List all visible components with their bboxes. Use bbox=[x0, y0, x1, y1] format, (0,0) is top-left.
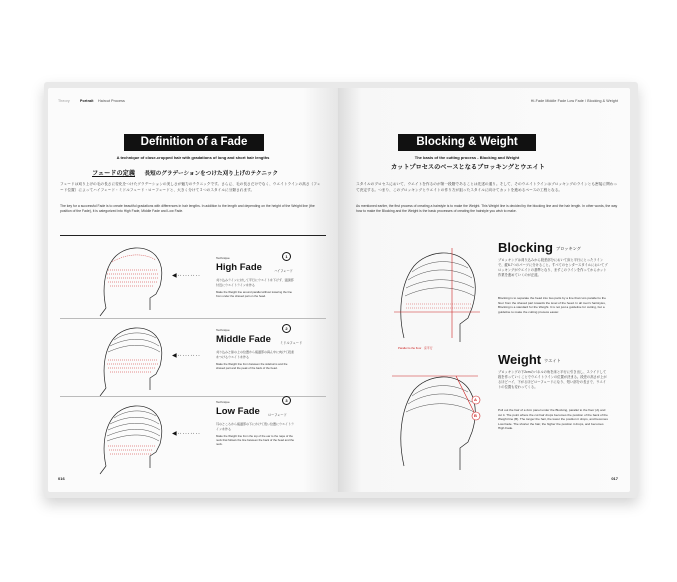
left-page bbox=[48, 88, 338, 492]
subtitle-en: A technique of close-cropped hair with gradations of long and short hair lengths bbox=[116, 155, 270, 160]
blocking-body-jp: ブロッキングは刈り込みから段差部分において床と平行にとったラインで、縦6-7つのパーツに分けること。すべてのセンタースタイルにおいてブロッキングがウエイトの基準となり、まずこのラインを作ってからカット作業を進めていくのが正道。 bbox=[498, 258, 608, 277]
technique-number: 3 bbox=[282, 396, 291, 405]
body-jp: フェードは刈り上げの毛の長さに変化をつけたグラデーションの美しさが魅力のテクニックです。さらに、毛の長さだけでなく、ウエイトラインの高さ（フェード位置）によってハイフェード・ミドルフェード・ローフェードと、大きく分けて３つのスタイルに分類されます。 bbox=[60, 182, 321, 192]
technique-desc-jp: 耳のところから後頭部の下にかけて低い位置にウエイトラインを作る bbox=[216, 422, 295, 431]
divider bbox=[60, 318, 326, 319]
technique-label: Technique bbox=[216, 400, 230, 404]
technique-desc-jp: 刈り込みと髪の上の位置から後頭部の真ん中に向けて段差をつけるウエイトを作る bbox=[216, 350, 295, 359]
technique-desc-en: Make the Weight line from between the sideburns and the shaved part and the peak of the back of the head. bbox=[216, 362, 288, 371]
arrow-high-fade: ◀········· bbox=[172, 273, 201, 279]
technique-number: 2 bbox=[282, 324, 291, 333]
body-jp: スタイルのプロセスにおいて、ウエイトを作るのが第一段階であることは先述の通り。そして、そのウエイトラインはブロッキングのラインとも密接に関わって決定する。つまり、このブロッキングとウエイトの作り方が狙ったスタイルに向けてカットを進めるベースの工程となる。 bbox=[356, 182, 618, 192]
head-illustration-weight bbox=[390, 356, 480, 476]
technique-name: High Fade bbox=[216, 262, 262, 273]
head-illustration-high-fade bbox=[96, 240, 166, 316]
head-illustration-low-fade bbox=[96, 398, 166, 474]
head-illustration-blocking bbox=[390, 238, 480, 348]
technique-name-jp: ハイフェード bbox=[274, 269, 293, 273]
page-number: 017 bbox=[611, 476, 618, 481]
page-title: Definition of a Fade bbox=[124, 134, 264, 151]
technique-desc-en: Make the Weight line around parallel without lowering the line from under the shaved part on the head. bbox=[216, 290, 292, 299]
blocking-caption: Parallel to the floor 床平行 bbox=[398, 346, 433, 350]
technique-name-jp: ミドルフェード bbox=[280, 341, 303, 345]
weight-body-jp: ブロッキングの下2cmのパネルの角を床と平行に引き出し、スライドして段を作っていくことでウエイトラインの位置が決まる。段差の高さが上がるほどハイ、下がるほどローフェードになり、短い部分の長さで、ウエイトの位置も変わってくる。 bbox=[498, 370, 607, 389]
blocking-body-en: Blocking is to separate the head into two parts by a line that runs parallel to the floor from the shaved part towards the level of the head. In all men's hairstyles, Blocking is a standard for the Weight. It is not just a guideline for cutting, but a guideline to make the cutting process easier. bbox=[498, 296, 607, 314]
subtitle-jp-sub: 長短のグラデーションをつけた刈り上げのテクニック bbox=[144, 171, 278, 177]
running-head: Hi-Fade Middle Fade Low Fade / Blocking & Weight bbox=[530, 99, 618, 103]
weight-body-en: Pull out the hair of a 2cm panel under the Blocking, parallel to the floor (A) and cut it. The point where the cut hair drops becomes the position of the back of the Weight line (B). The longer the hair, the lower the position it drops, and becomes Low Fade. The shorter the hair, the higher the position it drops, and becomes High Fade. bbox=[498, 408, 608, 431]
body-en: The key for a successful Fade is to create beautiful gradations with differences in hair lengths. In addition to the length and depending on the height of the Weight line (the position of the Fade), it is categorized into High Fade, Middle Fade and Low Fade. bbox=[60, 204, 315, 214]
technique-number: 1 bbox=[282, 252, 291, 261]
subtitle-jp bbox=[92, 162, 302, 180]
technique-desc-en: Make the Weight line from the top of the ear to the nape of the neck that follows the line between the back of the head and the neck. bbox=[216, 434, 295, 447]
weight-marker-a: A bbox=[474, 397, 477, 402]
technique-name-jp: ローフェード bbox=[268, 413, 287, 417]
subtitle-en: The basis of the cutting process - Blocking and Weight bbox=[414, 155, 520, 160]
subtitle-jp-main: フェードの定義 bbox=[92, 170, 136, 177]
subtitle-jp: カットプロセスのベースとなるブロッキングとウエイト bbox=[391, 164, 545, 171]
arrow-low-fade: ◀········· bbox=[172, 431, 201, 437]
head-illustration-middle-fade bbox=[96, 320, 166, 396]
technique-name: Low Fade bbox=[216, 406, 260, 417]
right-page bbox=[338, 88, 630, 492]
weight-title: Weight bbox=[498, 352, 542, 367]
divider bbox=[60, 235, 326, 236]
technique-label: Technique bbox=[216, 256, 230, 260]
technique-desc-jp: 刈り込みラインに対して平行にウエイトを下げず、頭頂部付近にウエイトラインを作る bbox=[216, 278, 294, 287]
page-number: 016 bbox=[58, 476, 65, 481]
arrow-middle-fade: ◀········· bbox=[172, 353, 201, 359]
technique-label: Technique bbox=[216, 328, 230, 332]
technique-name: Middle Fade bbox=[216, 334, 271, 345]
running-head-active: Portrait bbox=[80, 99, 94, 103]
running-head-section: Haircut Process bbox=[98, 99, 125, 103]
running-head-chapter: Theory bbox=[58, 99, 70, 103]
blocking-title-jp: ブロッキング bbox=[556, 246, 581, 251]
page-title: Blocking & Weight bbox=[398, 134, 536, 151]
weight-marker-b: B bbox=[474, 413, 477, 418]
body-en: As mentioned earlier, the first process of creating a hairstyle is to make the Weight. This Weight line is decided by the blocking line and the hair length. In other words, the way how to make the Blocking and the Weight is the basic processes of creating the hairstyle you wish to make. bbox=[356, 204, 618, 214]
weight-title-jp: ウエイト bbox=[544, 358, 561, 363]
blocking-title: Blocking bbox=[498, 240, 553, 255]
